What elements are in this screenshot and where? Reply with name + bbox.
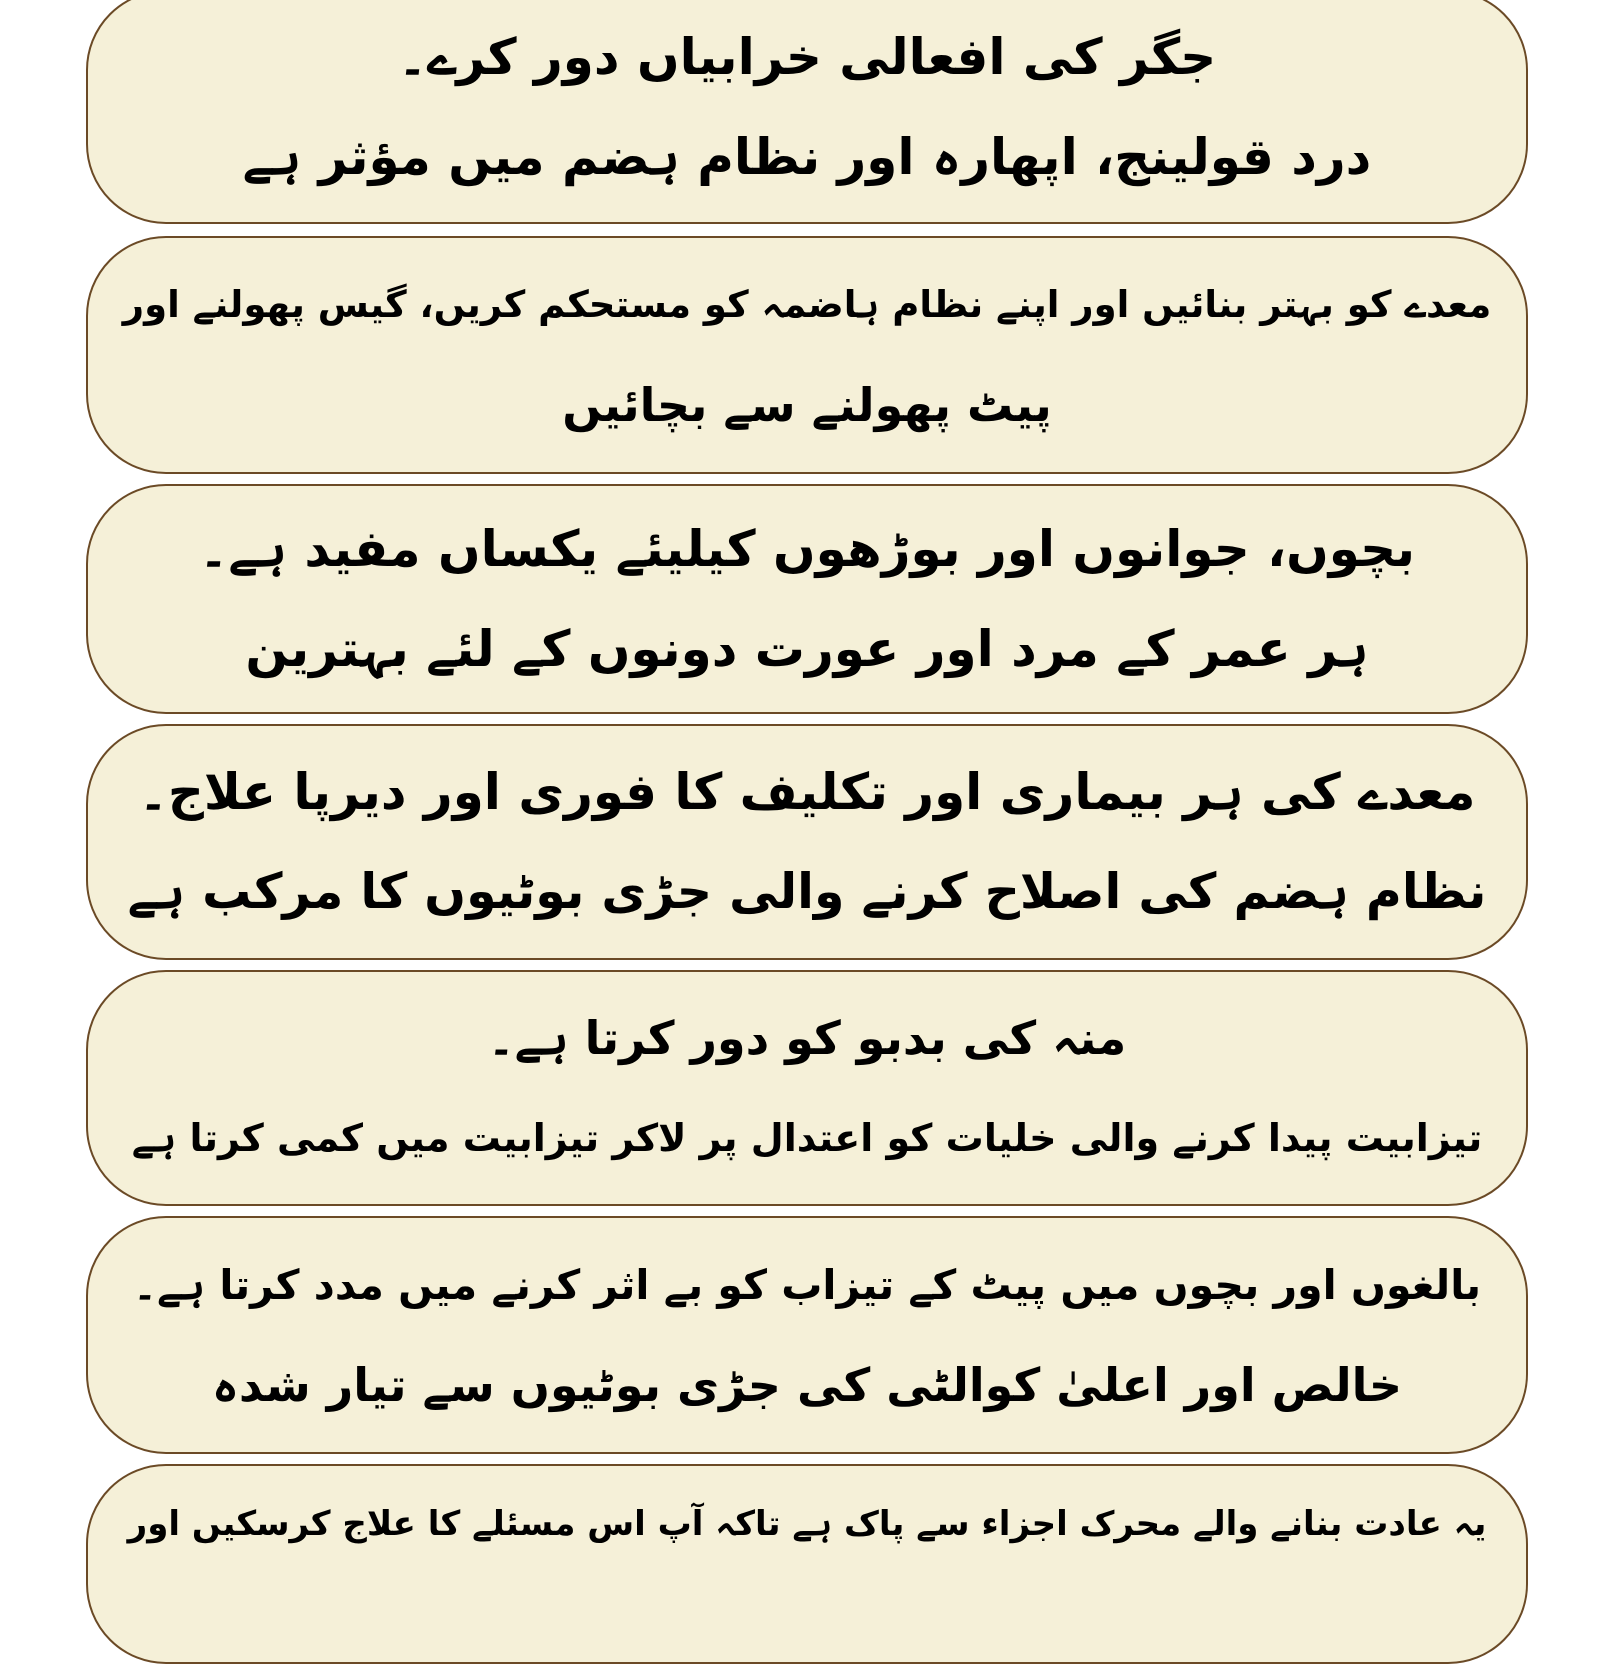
benefit-line: معدے کی ہر بیماری اور تکلیف کا فوری اور دیرپا علاج۔ (138, 763, 1476, 821)
benefit-line: بچوں، جوانوں اور بوڑھوں کیلیئے یکساں مفید ہے۔ (199, 520, 1415, 578)
benefit-line: نظام ہضم کی اصلاح کرنے والی جڑی بوٹیوں کا مرکب ہے (127, 863, 1487, 920)
benefit-card-all-ages (86, 484, 1528, 714)
benefit-line: تیزابیت پیدا کرنے والی خلیات کو اعتدال پر لاکر تیزابیت میں کمی کرتا ہے (131, 1116, 1483, 1160)
benefit-line: منہ کی بدبو کو دور کرتا ہے۔ (487, 1011, 1127, 1065)
benefit-line: خالص اور اعلیٰ کوالٹی کی جڑی بوٹیوں سے تیار شدہ (211, 1358, 1403, 1412)
benefit-line: ہر عمر کے مرد اور عورت دونوں کے لئے بہترین (245, 620, 1369, 678)
benefit-line: جگر کی افعالی خرابیاں دور کرے۔ (397, 28, 1217, 86)
benefit-line: معدے کو بہتر بنائیں اور اپنے نظام ہاضمہ کو مستحکم کریں، گیس پھولنے اور (122, 283, 1492, 326)
benefit-card-habit-free (86, 1464, 1528, 1664)
benefit-card-stomach (86, 236, 1528, 474)
benefit-line: درد قولینج، اپھارہ اور نظام ہضم میں مؤثر ہے (242, 128, 1372, 186)
benefit-card-treatment (86, 724, 1528, 960)
benefit-card-liver (86, 0, 1528, 224)
benefit-line: پیٹ پھولنے سے بچائیں (562, 378, 1052, 432)
benefit-line: بالغوں اور بچوں میں پیٹ کے تیزاب کو بے اثر کرنے میں مدد کرتا ہے۔ (133, 1261, 1481, 1309)
benefit-card-acidity (86, 970, 1528, 1206)
benefit-line: یہ عادت بنانے والے محرک اجزاء سے پاک ہے تاکہ آپ اس مسئلے کا علاج کرسکیں اور (127, 1504, 1487, 1544)
benefit-card-herbal (86, 1216, 1528, 1454)
